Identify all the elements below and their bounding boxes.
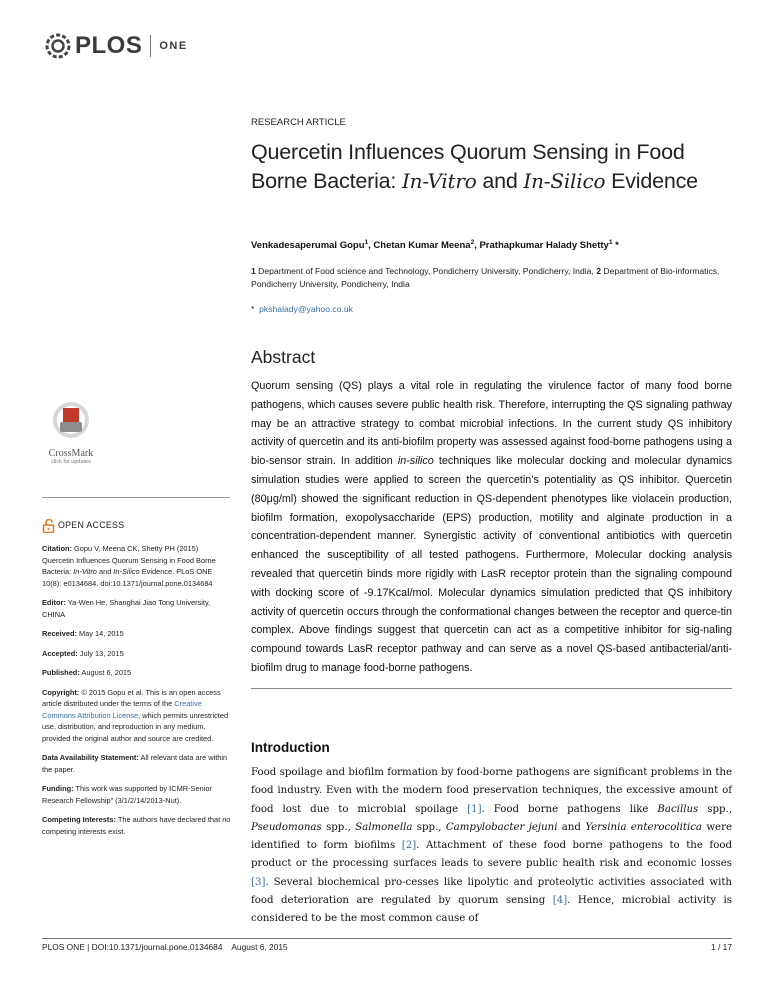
author-name: Venkadesaperumal Gopu [251, 240, 365, 252]
introduction-heading: Introduction [251, 740, 330, 755]
competing-interests-block: Competing Interests: The authors have declared that no competing interests exist. [42, 815, 231, 836]
abstract-heading: Abstract [251, 347, 316, 367]
page-number: 1 / 17 [711, 942, 732, 952]
logo-divider [150, 35, 151, 57]
author-list: Venkadesaperumal Gopu$^1$, Chetan Kumar Meena$^2$, Prathapkumar Halady Shetty$^1$ * [251, 239, 619, 252]
affiliations: 1 Department of Food science and Technology, Pondicherry University, Pondicherry, India, 2 Department of Bio-informatics, Pondicherry University, Pondicherry, India [251, 266, 720, 289]
corresponding-email-link[interactable]: pkshalady@yahoo.co.uk [259, 304, 353, 314]
introduction-text: Food spoilage and biofilm formation by food-borne pathogens are significant problems in the food industry. Even with the modern food preservation techniques, the excessive amount of food lost due to microbial spoilage [1]. Food borne pathogens like Bacillus spp., Pseudomonas spp., Salmonella spp., Campylobacter jejuni and Yersinia enterocolitica were identified to form biofilms [2]. Attachment of these food borne pathogens to the food product or the processing surfaces leads to severe public health risk and economic losses [3]. Several biochemical pro-cesses like lipolytic and proteolytic activities associated with food deterioration are regulated by quorum sensing [4]. Hence, microbial activity is considered to be the most common cause of [251, 767, 732, 925]
citation-block: Citation: Gopu V, Meena CK, Shetty PH (2015) Quercetin Influences Quorum Sensing in Food Borne Bacteria: In-Vitro and In-Silico Evidence. PLoS ONE 10(8): e0134684. doi:10.1371/journal.pone.0134684 [42, 544, 216, 588]
article-info-sidebar [42, 519, 232, 845]
reference-link[interactable]: [1] [467, 803, 482, 815]
reference-link[interactable]: [2] [401, 840, 417, 852]
open-lock-icon [42, 519, 55, 533]
published-date: Published: August 6, 2015 [42, 668, 132, 677]
data-availability-block: Data Availability Statement: All relevant data are within the paper. [42, 753, 228, 774]
license-link[interactable]: Creative Commons Attribution License [42, 699, 202, 720]
corresponding-author: * pkshalady@yahoo.co.uk [251, 304, 353, 314]
plos-logo-icon [44, 32, 72, 60]
footer-citation: PLOS ONE | DOI:10.1371/journal.pone.0134684 August 6, 2015 [42, 942, 288, 952]
brand-name: PLOS [75, 32, 143, 59]
journal-name: ONE [159, 40, 188, 52]
crossmark-icon [51, 400, 91, 442]
received-date: Received: May 14, 2015 [42, 629, 124, 638]
footer-divider [42, 938, 732, 939]
editor-block: Editor: Ya-Wen He, Shanghai Jiao Tong University, CHINA [42, 598, 211, 619]
sidebar-divider [42, 497, 230, 498]
funding-block: Funding: This work was supported by ICMR-Senior Research Fellowship” (3/1/2/14/2013-Nut). [42, 784, 212, 805]
open-access-label: OPEN ACCESS [42, 519, 232, 533]
abstract-text: Quorum sensing (QS) plays a vital role in regulating the virulence factor of many food borne pathogens, which causes severe public health risk. Therefore, interrupting the QS signaling pathway may be an attractive strategy to combat microbial infections. In the current study QS inhibitory activity of quercetin and its anti-biofilm property was assessed against food-borne pathogens using a bio-sensor strain. In addition in-silico techniques like molecular docking and molecular dynamics simulation studies were applied to screen the quercetin’s potentiality as QS inhibitor. Quercetin (80μg/ml) showed the significant reduction in QS-dependent phenotypes like violacein production, biofilm formation, exopolysaccharide (EPS) production, motility and alginate production in a concentration-dependent manner. Synergistic activity of conventional antibiotics with quercetin enhanced the susceptibility of all tested pathogens. Furthermore, Molecular docking analysis revealed that quercetin binds more rigidly with LasR receptor protein than the signaling compound with docking score of -9.17Kcal/mol. Molecular dynamics simulation predicted that QS inhibitory activity of quercetin occurs through the conformational changes between the receptor and querce-tin complex. Above findings suggest that quercetin can act as a competitive inhibitor for sig-naling compound towards LasR receptor pathway and can serve as a novel QS-based antibacterial/anti-biofilm drug to manage food-borne pathogens. [251, 380, 732, 674]
article-type: RESEARCH ARTICLE [251, 117, 346, 128]
accepted-date: Accepted: July 13, 2015 [42, 648, 124, 658]
plos-one-logo[interactable] [44, 32, 188, 60]
abstract-divider [251, 688, 732, 689]
author-name: Chetan Kumar Meena [373, 240, 471, 252]
reference-link[interactable]: [3] [251, 876, 266, 888]
article-title: Quercetin Influences Quorum Sensing in Food Borne Bacteria: In-Vitro and In-Silico Evidence [251, 140, 698, 193]
crossmark-subtitle: click for updates [51, 459, 91, 465]
reference-link[interactable]: [4] [552, 895, 568, 907]
crossmark-badge[interactable] [42, 400, 100, 465]
crossmark-title: CrossMark [48, 448, 94, 459]
author-name: Prathapkumar Halady Shetty [479, 240, 609, 252]
copyright-block: Copyright: © 2015 Gopu et al. This is an open access article distributed under the terms of the Creative Commons Attribution License, which permits unrestricted use, distribution, and reproduction in any medium, provided the original author and source are credited. [42, 687, 229, 743]
